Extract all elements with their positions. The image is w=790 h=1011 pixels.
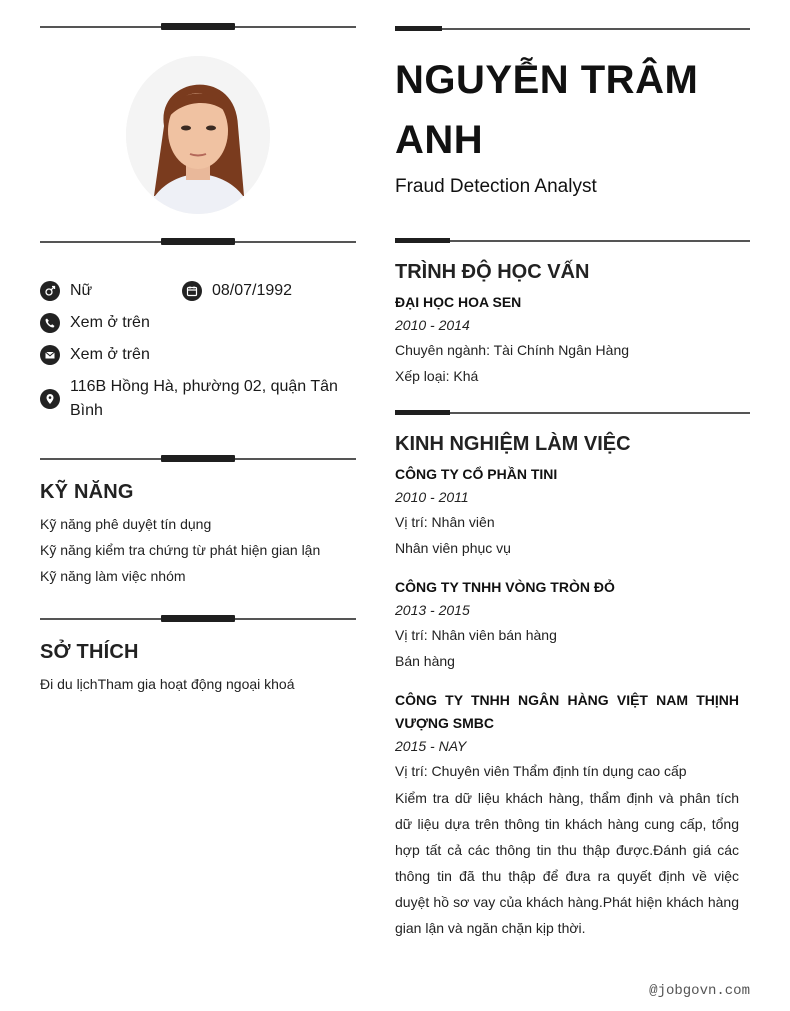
phone-icon xyxy=(40,313,60,333)
avatar xyxy=(126,56,270,214)
job-description: Nhân viên phục vụ xyxy=(395,540,511,556)
skill-item: Kỹ năng làm việc nhóm xyxy=(40,568,186,584)
phone-row xyxy=(40,313,150,335)
job-title: Fraud Detection Analyst xyxy=(395,176,597,197)
address-row xyxy=(40,377,340,423)
gender-row xyxy=(40,281,92,303)
candidate-name: NGUYỄN TRÂM ANH xyxy=(395,58,699,162)
phone-value: Xem ở trên xyxy=(70,314,150,331)
job-period: 2010 - 2011 xyxy=(395,489,469,505)
job-position: Vị trí: Chuyên viên Thẩm định tín dụng cao cấp xyxy=(395,763,687,779)
education-grade: Xếp loại: Khá xyxy=(395,368,479,384)
company-name: CÔNG TY TNHH VÒNG TRÒN ĐỎ xyxy=(395,579,615,595)
watermark: @jobgovn.com xyxy=(649,983,750,999)
address-value: 116B Hồng Hà, phường 02, quận Tân Bình xyxy=(70,378,338,419)
skill-item: Kỹ năng kiểm tra chứng từ phát hiện gian lận xyxy=(40,542,321,558)
company-name: CÔNG TY CỔ PHẦN TINI xyxy=(395,466,558,482)
education-major: Chuyên ngành: Tài Chính Ngân Hàng xyxy=(395,342,630,358)
email-value: Xem ở trên xyxy=(70,346,150,363)
job-period: 2013 - 2015 xyxy=(395,602,470,618)
job-period: 2015 - NAY xyxy=(395,738,467,754)
gender-icon xyxy=(40,281,60,301)
birthdate-value: 08/07/1992 xyxy=(212,282,293,299)
separator-experience xyxy=(395,409,750,419)
profile-photo xyxy=(126,56,270,214)
separator-under-avatar xyxy=(40,235,356,249)
birthdate-row xyxy=(182,281,292,303)
separator-education xyxy=(395,237,750,247)
separator-top-left xyxy=(40,20,356,34)
company-name: CÔNG TY TNHH NGÂN HÀNG VIỆT NAM THỊNH VƯỢNG SMBC xyxy=(395,692,739,731)
skills-title: KỸ NĂNG xyxy=(40,481,134,503)
hobbies-text: Đi du lịchTham gia hoạt động ngoại khoá xyxy=(40,676,295,692)
job-description: Bán hàng xyxy=(395,653,455,669)
separator-hobbies xyxy=(40,612,356,626)
email-row xyxy=(40,345,150,367)
gender-value: Nữ xyxy=(70,282,93,299)
separator-skills xyxy=(40,452,356,466)
hobbies-title: SỞ THÍCH xyxy=(40,641,139,663)
education-period: 2010 - 2014 xyxy=(395,317,470,333)
location-pin-icon xyxy=(40,389,60,409)
job-description: Kiểm tra dữ liệu khách hàng, thẩm định và phân tích dữ liệu dựa trên thông tin khách hàng cung cấp, tổng hợp tất cả các thông tin thu thập được.Đánh giá các thông tin đã thu thập để đưa ra quyết định về việc duyệt hồ sơ vay của khách hàng.Phát hiện khách hàng gian lận và ngăn chặn kịp thời. xyxy=(395,790,739,936)
job-position: Vị trí: Nhân viên xyxy=(395,514,495,530)
envelope-icon xyxy=(40,345,60,365)
education-title: TRÌNH ĐỘ HỌC VẤN xyxy=(395,261,590,283)
calendar-icon xyxy=(182,281,202,301)
job-position: Vị trí: Nhân viên bán hàng xyxy=(395,627,557,643)
school-name: ĐẠI HỌC HOA SEN xyxy=(395,294,522,310)
skill-item: Kỹ năng phê duyệt tín dụng xyxy=(40,516,212,532)
experience-title: KINH NGHIỆM LÀM VIỆC xyxy=(395,433,631,455)
separator-top-right xyxy=(395,25,750,35)
